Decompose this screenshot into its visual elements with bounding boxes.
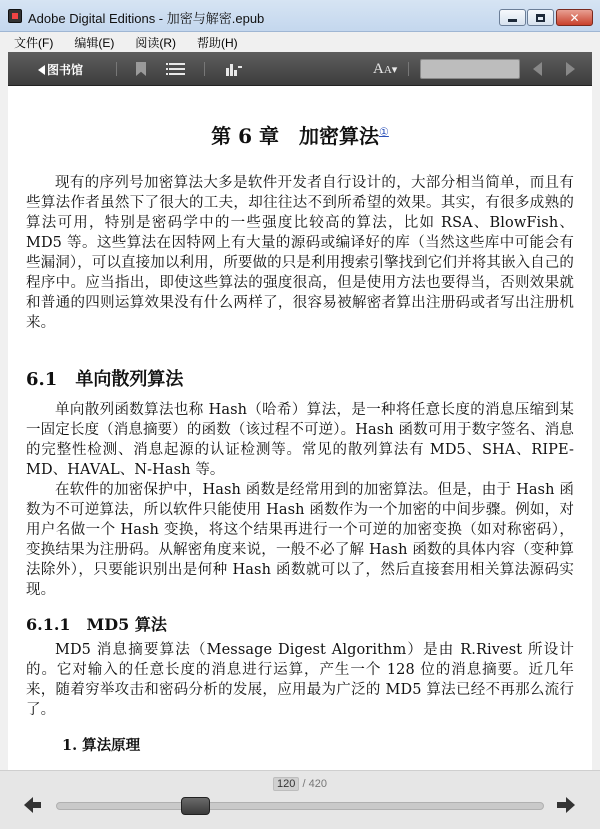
maximize-icon (536, 14, 545, 22)
library-button[interactable] (38, 61, 83, 78)
toolbar-divider (116, 62, 117, 76)
font-size-small-glyph: A (383, 64, 392, 76)
maximize-button[interactable] (527, 9, 554, 26)
next-page-icon[interactable] (566, 62, 575, 76)
subsection-heading: 6.1.1 MD5 算法 (26, 615, 167, 634)
chapter-title-text: 第 6 章 加密算法 (211, 124, 379, 148)
current-page-field[interactable]: 120 (273, 777, 299, 791)
bookmark-icon[interactable] (136, 62, 146, 76)
toc-icon[interactable] (169, 63, 185, 75)
page-slider-thumb[interactable] (181, 797, 210, 815)
app-icon[interactable] (8, 9, 22, 23)
previous-page-arrow-icon[interactable] (24, 797, 42, 813)
menu-file[interactable]: 文件(F) (14, 36, 54, 50)
paragraph: MD5 消息摘要算法（Message Digest Algorithm）是由 R.Rivest 所设计的。它对输入的任意长度的消息进行运算，产生一个 128 位的消息摘要。近几年来，随着穷举攻击和密码分析的发展，应用最为广泛的 MD5 算法已经不再那么流行了。 (26, 642, 575, 718)
paragraph: 单向散列函数算法也称 Hash（哈希）算法，是一种将任意长度的消息压缩到某一固定长度（消息摘要）的函数（该过程不可逆）。Hash 函数可用于数字签名、消息的完整性检测、消息起源的认证检测等。常见的散列算法有 MD5、SHA、RIPE-MD、HAVAL、N-Hash 等。 (26, 402, 574, 478)
menu-bar (0, 32, 600, 52)
topic-heading: 1. 算法原理 (62, 737, 141, 754)
page-navigation-bar (0, 770, 600, 829)
font-size-button[interactable] (373, 61, 397, 78)
page-counter (0, 777, 600, 791)
page-slider-track[interactable] (56, 802, 544, 810)
window-title: Adobe Digital Editions - 加密与解密.epub (28, 11, 265, 26)
library-label: 图书馆 (47, 63, 84, 77)
chapter-title (8, 120, 592, 149)
next-page-arrow-icon[interactable] (557, 797, 575, 813)
font-size-large-glyph: A (373, 61, 384, 77)
toolbar-divider (204, 62, 205, 76)
chart-icon[interactable] (226, 62, 242, 76)
menu-help[interactable]: 帮助(H) (197, 36, 238, 50)
back-icon (38, 65, 45, 75)
reader-toolbar (8, 52, 592, 86)
minimize-button[interactable] (499, 9, 526, 26)
total-pages: / 420 (302, 778, 327, 790)
menu-edit[interactable]: 编辑(E) (74, 36, 115, 50)
search-input[interactable] (420, 59, 520, 79)
book-page[interactable] (8, 86, 592, 770)
minimize-icon (508, 19, 517, 22)
section-heading: 6.1 单向散列算法 (26, 369, 184, 390)
chevron-down-icon: ▾ (391, 64, 398, 76)
toolbar-divider (408, 62, 409, 76)
paragraph: 现有的序列号加密算法大多是软件开发者自行设计的，大部分相当简单，而且有些算法作者虽然下了很大的工夫，却往往达不到所希望的效果。其实，有很多成熟的算法可用，特别是密码学中的一些强度比较高的算法，比如 RSA、BlowFish、MD5 等。这些算法在因特网上有大量的源码或编译好的库（当然这些库中可能会有些漏洞），可以直接加以利用，所要做的只是利用搜索引擎找到它们并将其嵌入自己的程序中。应当指出，即使这些算法的强度很高，但是使用方法也要得当，否则效果就和普通的四则运算效果没有什么两样了，很容易被解密者算出注册码或者写出注册机来。 (26, 175, 574, 331)
prev-page-icon[interactable] (533, 62, 542, 76)
close-icon: ✕ (569, 10, 580, 25)
window-title-bar[interactable] (0, 0, 600, 32)
footnote-link[interactable]: ① (378, 125, 389, 139)
paragraph: 在软件的加密保护中，Hash 函数是经常用到的加密算法。但是，由于 Hash 函数为不可逆算法，所以软件只能使用 Hash 函数作为一个加密的中间步骤。例如，对用户名做一个 Hash 变换，将这个结果再进行一个可逆的加密变换（如对称密码），变换结果为注册码。从解密角度来说，一般不必了解 Hash 函数的具体内容（变种算法除外），只要能识别出是何种 Hash 函数就可以了，然后直接套用相关算法源码实现。 (26, 482, 574, 598)
menu-read[interactable]: 阅读(R) (135, 36, 176, 50)
close-button[interactable] (556, 9, 593, 26)
